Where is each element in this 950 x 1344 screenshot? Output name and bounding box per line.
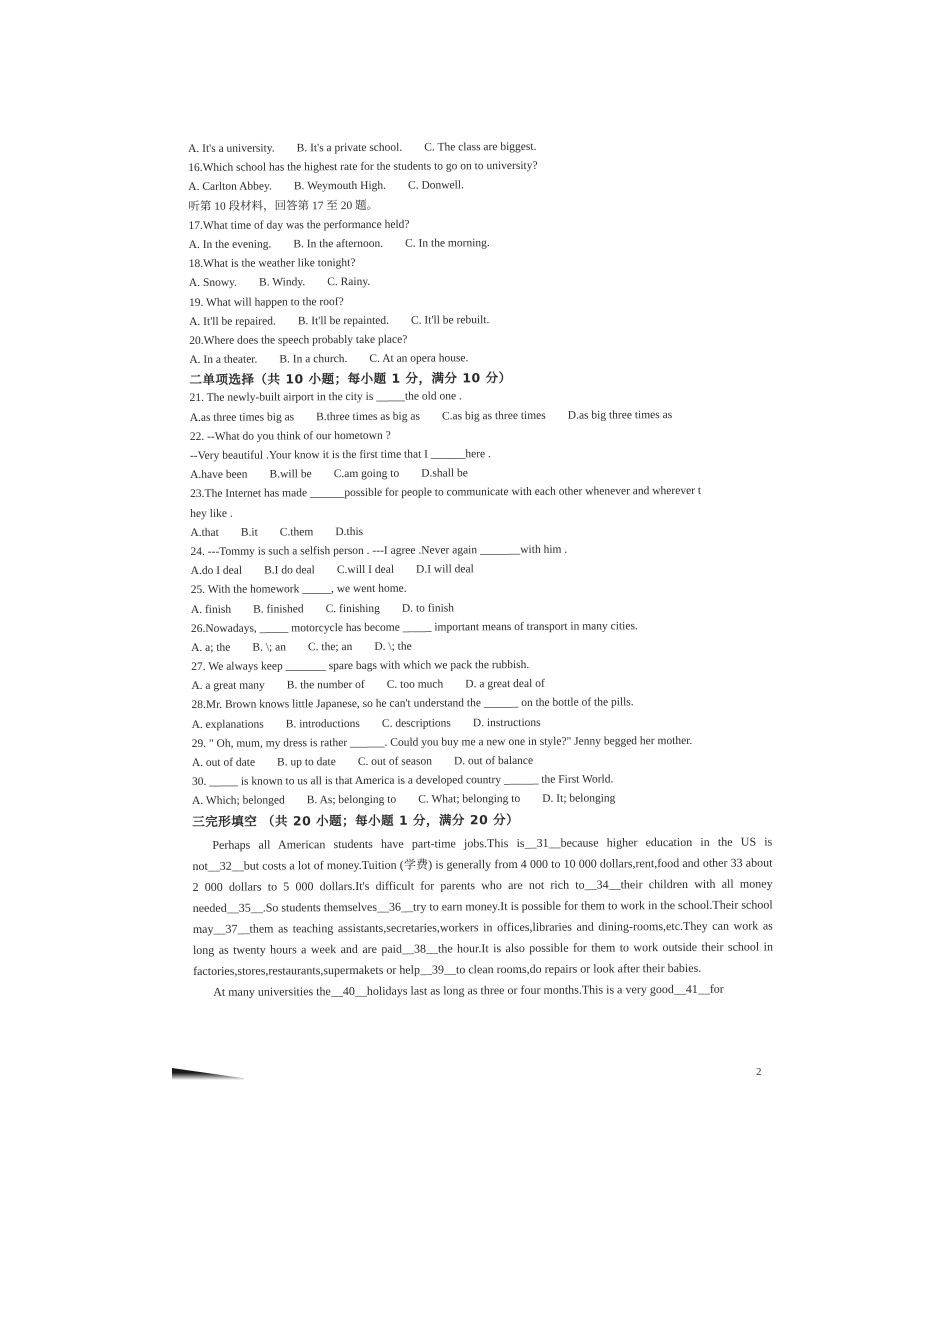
option: D.this (335, 525, 364, 538)
option: A. a; the (191, 641, 231, 654)
question-line: 22. --What do you think of our hometown ? (189, 429, 391, 443)
option: A. It's a university. (188, 142, 275, 155)
option: D. out of balance (453, 754, 534, 768)
option: D.I will deal (415, 563, 474, 576)
option: C. In the morning. (405, 237, 490, 250)
option: C. too much (386, 678, 444, 692)
question-line: --Very beautiful .Your know it is the first time that I ______here . (189, 448, 491, 462)
option: C. The class are biggest. (424, 140, 537, 154)
option: D.as big three times as (567, 408, 673, 422)
option: B. Weymouth High. (293, 180, 387, 193)
option-row (190, 405, 770, 428)
option: A. Snowy. (188, 277, 238, 290)
question-line: hey like . (190, 507, 233, 520)
option: B. \; an (252, 641, 286, 654)
option: C.them (279, 525, 314, 539)
option: D. \; the (374, 640, 412, 653)
option: B.I do deal (264, 564, 315, 577)
footer-bar (172, 1068, 244, 1080)
passage-paragraph: At many universities the__40__holidays last as long as three or four months.This is a very good__41__for (213, 981, 724, 999)
option: A. In the evening. (188, 238, 272, 251)
option: A. It'll be repaired. (189, 315, 276, 328)
option: A.do I deal (190, 564, 243, 578)
option: C.as big as three times (441, 409, 546, 423)
question-line: 20.Where does the speech probably take place? (189, 333, 408, 347)
option: A. Which; belonged (192, 794, 285, 808)
section-heading: 二单项选择（共 10 小题；每小题 1 分，满分 10 分） (189, 370, 512, 388)
question-line: 30. _____ is known to us all is that America is a developed country ______ the First World. (191, 773, 614, 789)
option: A. In a theater. (189, 353, 258, 367)
option: B. As; belonging to (306, 794, 397, 807)
question-line: 21. The newly-built airport in the city is _____the old one . (189, 390, 462, 405)
option: D.shall be (421, 467, 468, 480)
question-line: 29. " Oh, mum, my dress is rather ______. Could you buy me a new one in style?" Jenny begged her mother. (191, 734, 693, 750)
option: C.am going to (333, 467, 400, 481)
option: B. introductions (285, 717, 360, 731)
question-line: 24. ---Tommy is such a selfish person . ---I agree .Never again _______with him . (190, 543, 568, 558)
option: C. Rainy. (327, 276, 371, 289)
option: B. up to date (277, 756, 336, 769)
option: A. a great many (191, 679, 265, 693)
question-line: 18.What is the weather like tonight? (188, 257, 356, 271)
question-line: 25. With the homework _____, we went home. (190, 582, 407, 597)
option: D. to finish (401, 601, 455, 615)
option: C. It'll be rebuilt. (410, 313, 490, 327)
option: B. the number of (286, 679, 365, 692)
option: B. finished (253, 602, 304, 616)
option: B.three times as big as (316, 410, 420, 423)
option: A.have been (190, 468, 248, 482)
option: C. the; an (307, 640, 353, 654)
option: D. It; belonging (542, 792, 616, 806)
option: A.that (190, 526, 219, 539)
option: C. What; belonging to (418, 793, 521, 806)
option: B.it (240, 526, 258, 539)
option: C. Donwell. (407, 179, 464, 193)
option: C. descriptions (381, 717, 451, 730)
option: C.will I deal (336, 563, 395, 577)
option: B.will be (269, 468, 312, 481)
option: A. Carlton Abbey. (188, 180, 272, 194)
exam-content (188, 136, 773, 1002)
option: A. finish (190, 603, 232, 616)
question-line: 23.The Internet has made ______possible for people to communicate with each other whenever and wherever t (190, 485, 702, 501)
option: B. It's a private school. (296, 141, 403, 155)
option: B. Windy. (258, 276, 306, 289)
question-line: 27. We always keep _______ spare bags with which we pack the rubbish. (191, 658, 530, 674)
passage-paragraph: Perhaps all American students have part-time jobs.This is__31__because higher education in the US is not__32__but costs a lot of money.Tuition (学费) is generally from 4 000 to 10 000 dollars,rent,food and other 33 about 2 000 dollars to 5 000 dollars.It's difficult for parents who are not rich to__34__their children with all money needed__35__.So students themselves__36__try to earn money.It is possible for them to work in the school.Their school may__37__them as teaching assistants,secretaries,workers in offices,libraries and dining-rooms,etc.They can work as long as twenty hours a week and are paid__38__the hour.It is also possible for them to work outside their school in factories,stores,restaurants,supermakets or help__39__to clean rooms,do repairs or look after their babies. (192, 834, 773, 978)
option: A. out of date (191, 756, 256, 769)
question-line: 19. What will happen to the roof? (188, 295, 344, 309)
question-line: 16.Which school has the highest rate for the students to go on to university? (188, 160, 538, 175)
option: B. In a church. (279, 353, 348, 366)
passage-body (192, 831, 773, 1003)
option: B. It'll be repainted. (297, 314, 390, 328)
question-line: 26.Nowadays, _____ motorcycle has become _____ important means of transport in many cities. (190, 619, 638, 635)
option: D. instructions (472, 716, 541, 729)
question-line: 28.Mr. Brown knows little Japanese, so he can't understand the ______ on the bottle of the pills. (191, 696, 634, 712)
section-heading: 三完形填空 （共 20 小题；每小题 1 分，满分 20 分） (192, 811, 520, 829)
option: A. explanations (191, 718, 264, 731)
question-line: 17.What time of day was the performance held? (188, 218, 410, 232)
option: D. a great deal of (465, 678, 545, 691)
option: A.as three times big as (189, 410, 295, 424)
option: C. finishing (325, 602, 380, 615)
option: C. out of season (357, 755, 432, 768)
question-line: 听第 10 段材料，回答第 17 至 20 题。 (188, 199, 379, 213)
option: C. At an opera house. (369, 352, 469, 365)
page-number: 2 (756, 1066, 762, 1078)
option: B. In the afternoon. (293, 237, 384, 251)
